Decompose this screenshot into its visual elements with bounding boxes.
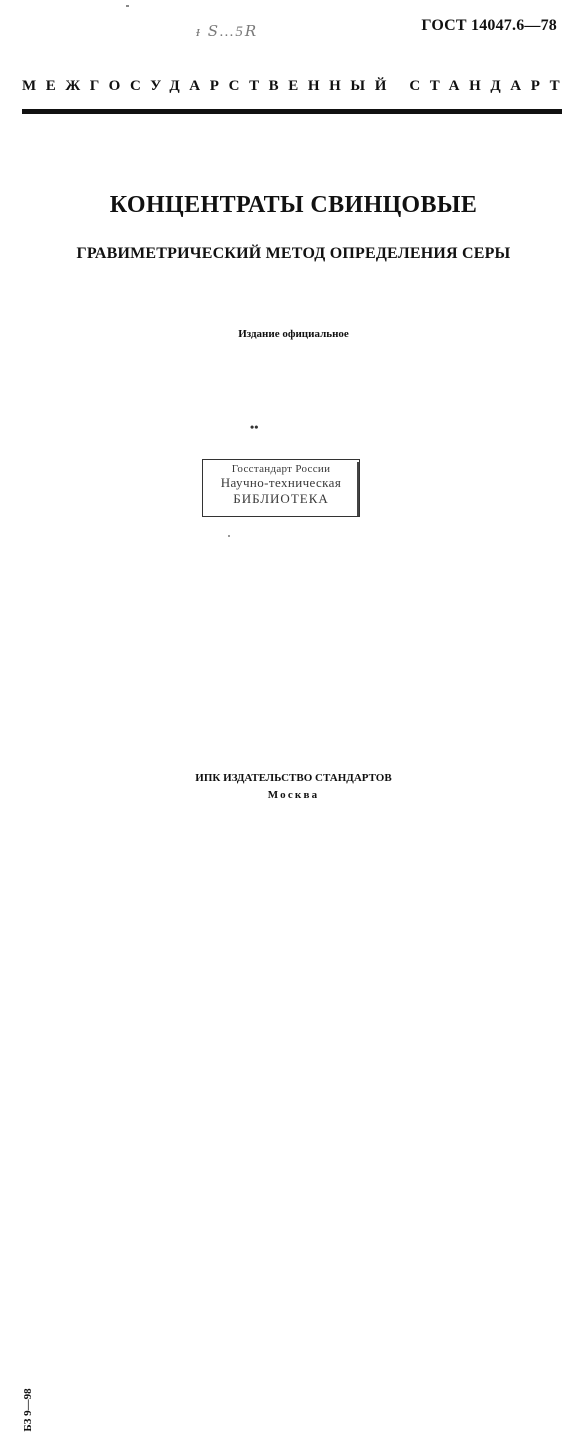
interstate-standard-heading: МЕЖГОСУДАРСТВЕННЫЙ СТАНДАРТ (22, 78, 570, 94)
publisher-city: Москва (267, 789, 320, 801)
handwritten-mark: ᵻ 𝑆…5𝑅 (196, 24, 259, 40)
stamp-edge-mark (357, 462, 359, 516)
scan-marks: •• (250, 420, 259, 434)
publisher: ИПК ИЗДАТЕЛЬСТВО СТАНДАРТОВ (195, 772, 392, 784)
scan-speck (126, 5, 129, 7)
scan-speck-2 (228, 535, 230, 537)
stamp-line-1: Госстандарт России (231, 463, 331, 475)
stamp-line-2: Научно-техническая (220, 475, 342, 490)
gost-number: ГОСТ 14047.6—78 (421, 17, 557, 34)
document-title: КОНЦЕНТРАТЫ СВИНЦОВЫЕ (109, 192, 478, 218)
header-rule (22, 109, 562, 114)
document-subtitle: ГРАВИМЕТРИЧЕСКИЙ МЕТОД ОПРЕДЕЛЕНИЯ СЕРЫ (76, 245, 511, 262)
edition-note: Издание официальное (238, 328, 349, 340)
side-code: БЗ 9—98 (22, 1388, 34, 1432)
library-stamp (202, 459, 360, 517)
stamp-line-3: БИБЛИОТЕКА (233, 491, 329, 506)
